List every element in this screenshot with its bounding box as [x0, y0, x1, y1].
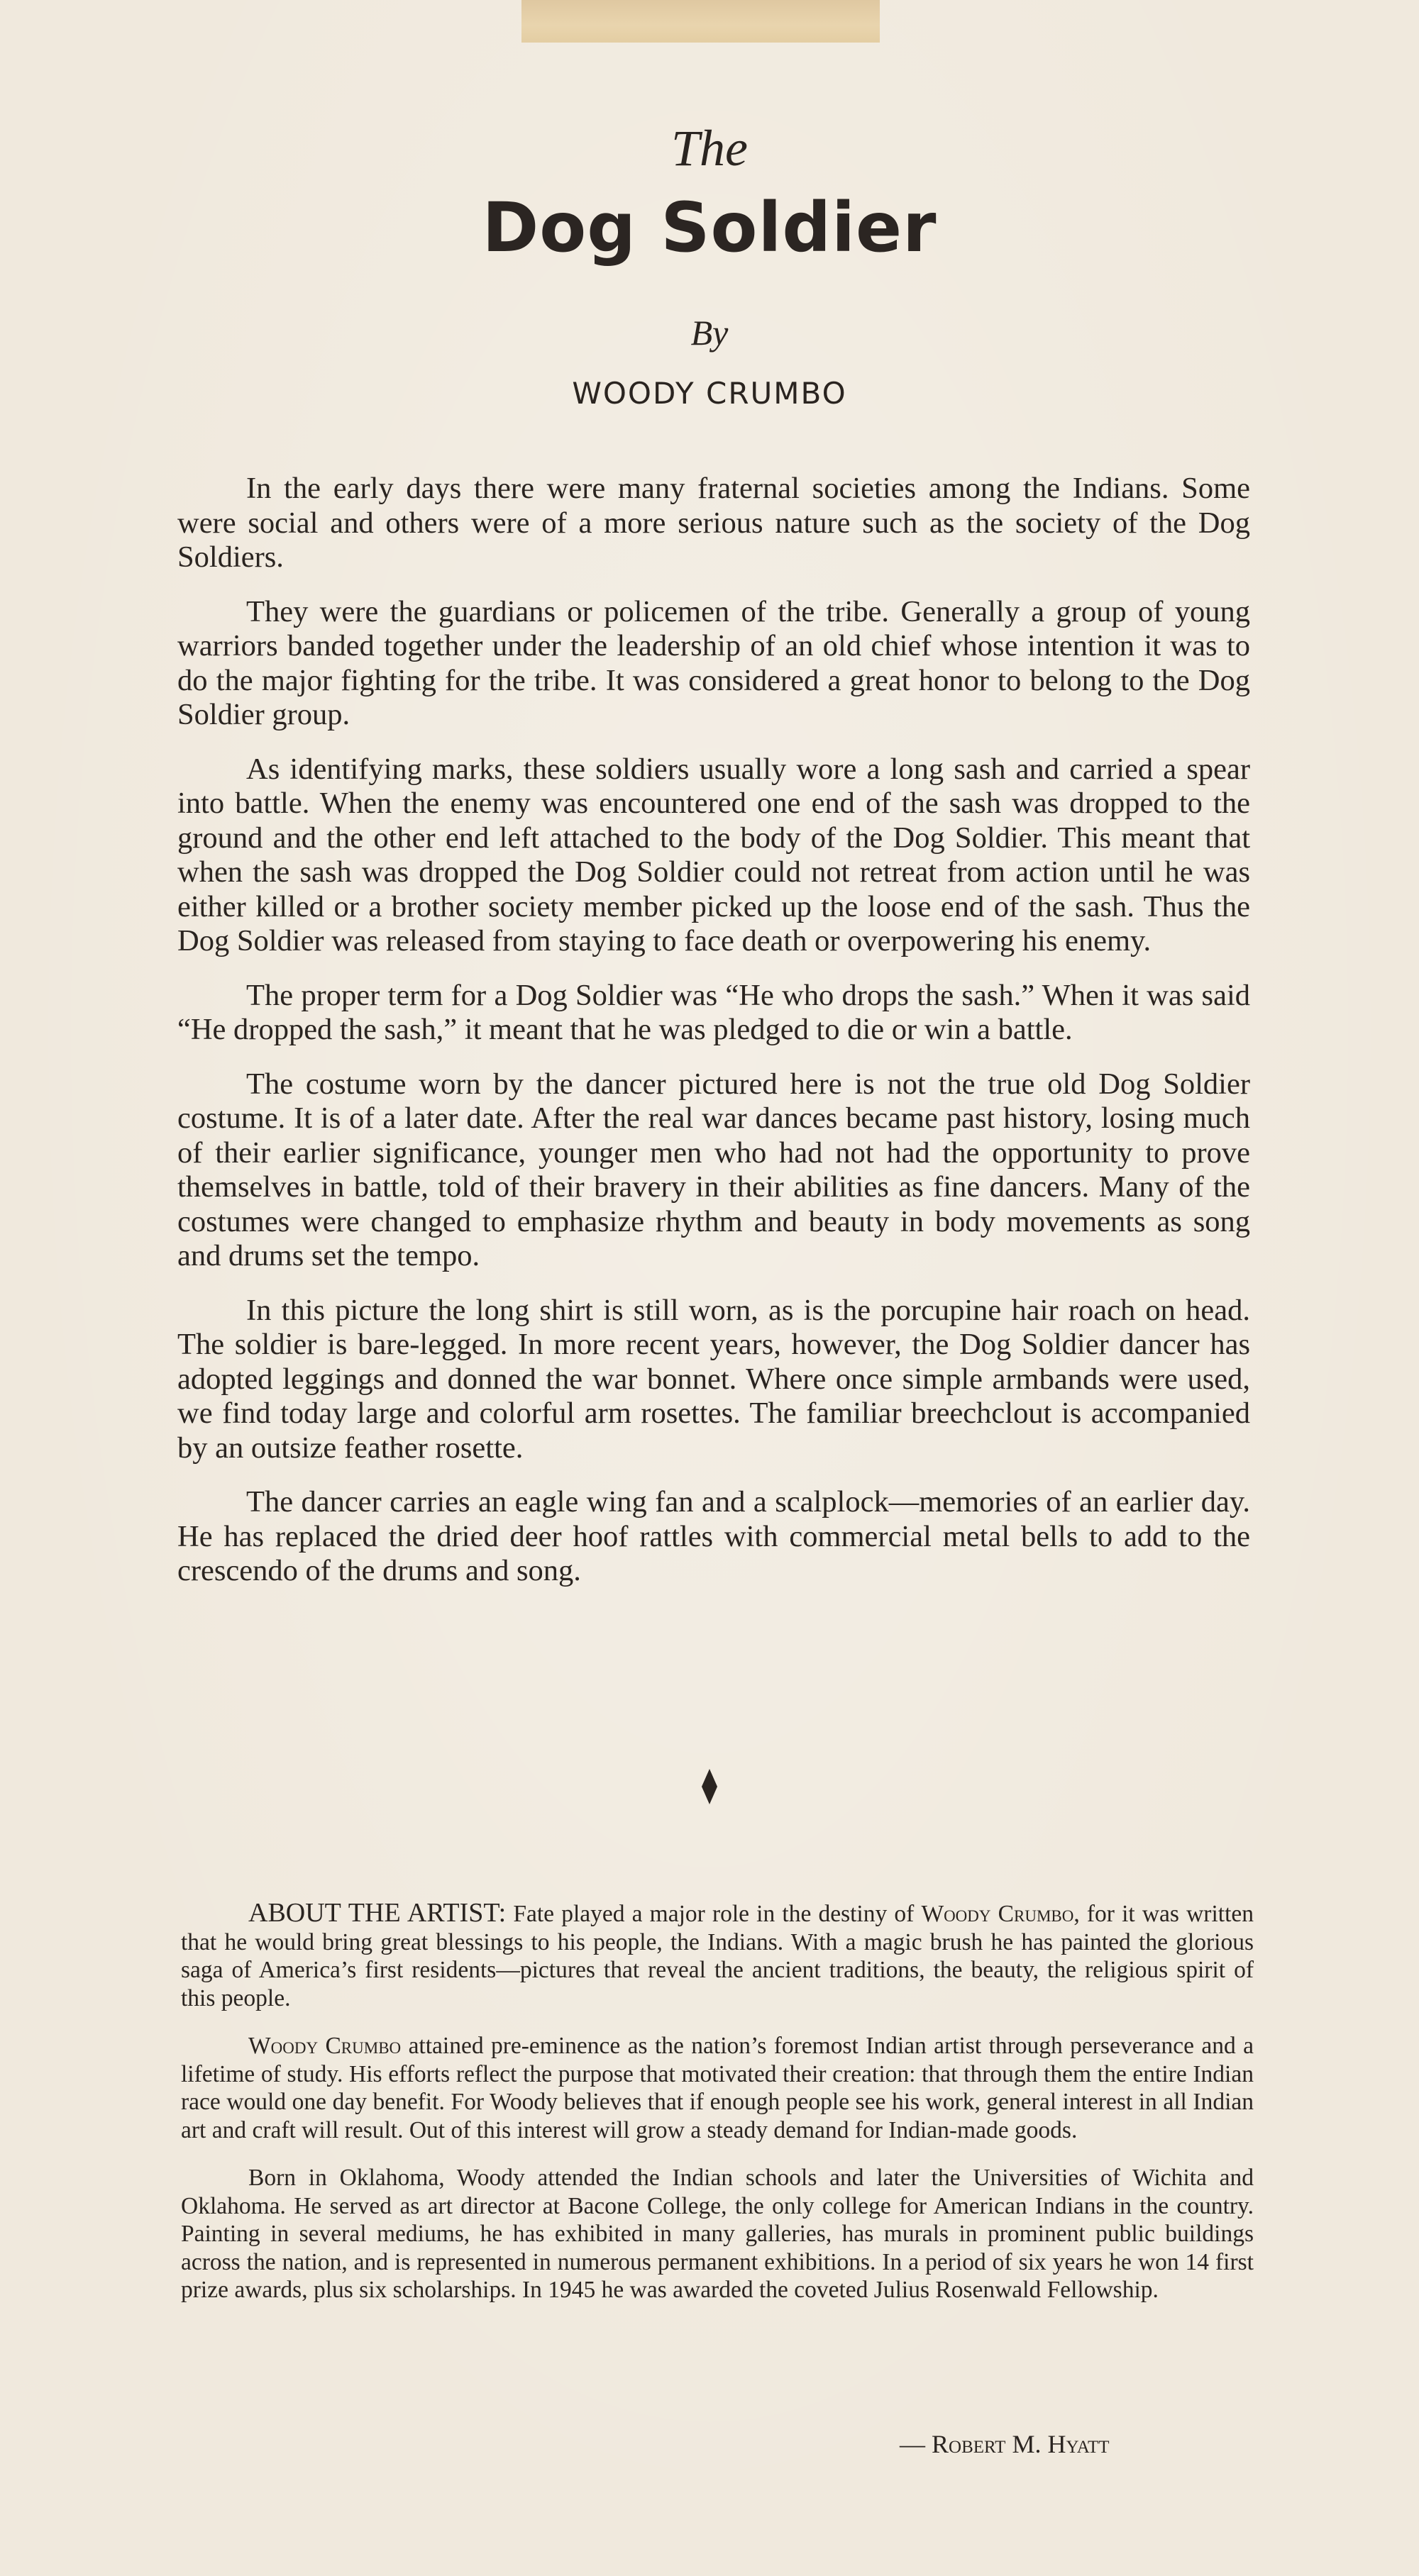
about-heading: ABOUT THE ARTIST:	[248, 1898, 507, 1928]
story-text	[177, 472, 1250, 1609]
story-paragraph: As identifying marks, these soldiers usually wore a long sash and carried a spear into battle. When the enemy was encountered one end of the sash was dropped to the ground and the other end left attached to the body of the Dog Soldier. This meant that when the sash was dropped the Dog Soldier could not retreat from action until he was either killed or a brother society member picked up the loose end of the sash. Thus the Dog Soldier was released from staying to face death or overpowering his enemy.	[177, 752, 1250, 957]
masking-tape	[521, 0, 880, 43]
about-paragraph	[181, 2032, 1254, 2144]
about-text: attained pre-eminence as the nation’s foremost Indian artist through perseverance and a lifetime of study. His efforts reflect the purpose that motivated their creation: that through them the entire Indian race would one day benefit. For Woody believes that if enough people see his work, general interest in all Indian art and craft will result. Out of this interest will grow a steady demand for Indian-made goods.	[181, 2033, 1254, 2143]
page-title: Dog Soldier	[482, 188, 937, 267]
byline-author: WOODY CRUMBO	[572, 376, 847, 411]
story-paragraph: They were the guardians or policemen of the tribe. Generally a group of young warriors banded together under the leadership of an old chief whose intention it was to do the major fighting for the tribe. It was considered a great honor to belong to the Dog Soldier group.	[177, 594, 1250, 731]
diamond-ornament-icon	[702, 1769, 717, 1804]
artist-name: Woody Crumbo	[248, 2033, 402, 2059]
title-prefix: The	[671, 120, 748, 177]
about-paragraph: Born in Oklahoma, Woody attended the Indian schools and later the Universities of Wichita and Oklahoma. He served as art director at Bacone College, the only college for American Indians in the country. Painting in several mediums, he has exhibited in many galleries, has murals in prominent public buildings across the nation, and is represented in numerous permanent exhibitions. In a period of six years he won 14 first prize awards, plus six scholarships. In 1945 he was awarded the coveted Julius Rosenwald Fellowship.	[181, 2165, 1254, 2303]
story-paragraph: The costume worn by the dancer pictured here is not the true old Dog Soldier costume. It is of a later date. After the real war dances became past history, losing much of their earlier significance, younger men who had not had the opportunity to prove themselves in battle, told of their bravery in their abilities as fine dancers. Many of the costumes were changed to emphasize rhythm and beauty in body movements as song and drums set the tempo.	[177, 1067, 1250, 1272]
story-paragraph: The dancer carries an eagle wing fan and a scalplock—memories of an earlier day. He has replaced the dried deer hoof rattles with commercial metal bells to add to the crescendo of the drums and song.	[177, 1485, 1250, 1587]
artist-name: Woody Crumbo,	[921, 1901, 1080, 1927]
story-paragraph: The proper term for a Dog Soldier was “He who drops the sash.” When it was said “He dropped the sash,” it meant that he was pledged to die or win a battle.	[177, 978, 1250, 1046]
about-paragraph	[181, 1899, 1254, 2012]
story-paragraph: In the early days there were many fraternal societies among the Indians. Some were social and others were of a more serious nature such as the society of the Dog Soldiers.	[177, 472, 1250, 574]
byline-by: By	[690, 313, 729, 352]
about-the-artist	[181, 1899, 1254, 2324]
about-text: for it was written that he would bring great blessings to his people, the Indians. With a magic brush he has painted the glorious saga of America’s first residents—pictures that reveal the ancient traditions, the beauty, the religious spirit of this people.	[181, 1901, 1254, 2011]
signature: — Robert M. Hyatt	[900, 2430, 1110, 2458]
about-text: Fate played a major role in the destiny of	[513, 1901, 915, 1927]
story-paragraph: In this picture the long shirt is still worn, as is the porcupine hair roach on head. The soldier is bare-legged. In more recent years, however, the Dog Soldier dancer has adopted leggings and donned the war bonnet. Where once simple armbands were used, we find today large and colorful arm rosettes. The familiar breechclout is accompanied by an outsize feather rosette.	[177, 1293, 1250, 1465]
